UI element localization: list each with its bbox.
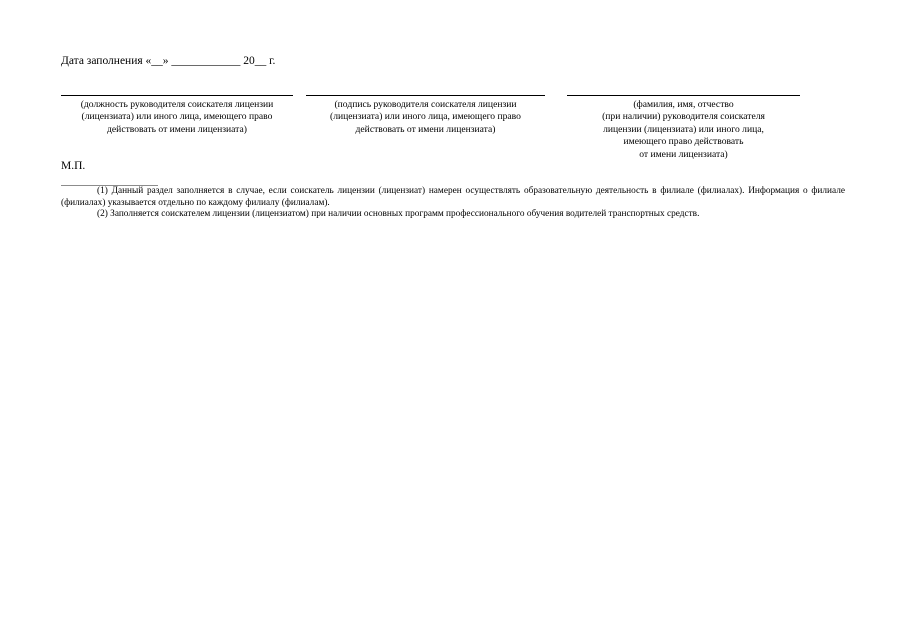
signature-line-position [61,95,293,96]
footnote-1: (1) Данный раздел заполняется в случае, если соискатель лицензии (лицензиат) намерен осуществлять образовательную деятельность в филиале (филиалах). Информация о филиале (филиалах) указывается отдельно по каждому филиалу (филиалам). [61,186,845,208]
signature-line-full-name [567,95,800,96]
footnote-2: (2) Заполняется соискателем лицензии (лицензиатом) при наличии основных программ профессионального обучения водителей транспортных средств. [97,209,700,220]
footnotes [61,186,845,221]
stamp-label: М.П. [61,160,86,172]
signature-caption-signature: (подпись руководителя соискателя лицензии (лицензиата) или иного лица, имеющего право действовать от имени лицензиата) [330,99,521,135]
signature-line-signature [306,95,545,96]
date-of-completion: Дата заполнения «__» ____________ 20__ г. [61,55,276,67]
signature-caption-full-name: (фамилия, имя, отчество (при наличии) руководителя соискателя лицензии (лицензиата) или иного лица, имеющего право действовать от имени лицензиата) [602,99,765,160]
signature-caption-position: (должность руководителя соискателя лицензии (лицензиата) или иного лица, имеющего право действовать от имени лицензиата) [80,99,274,135]
